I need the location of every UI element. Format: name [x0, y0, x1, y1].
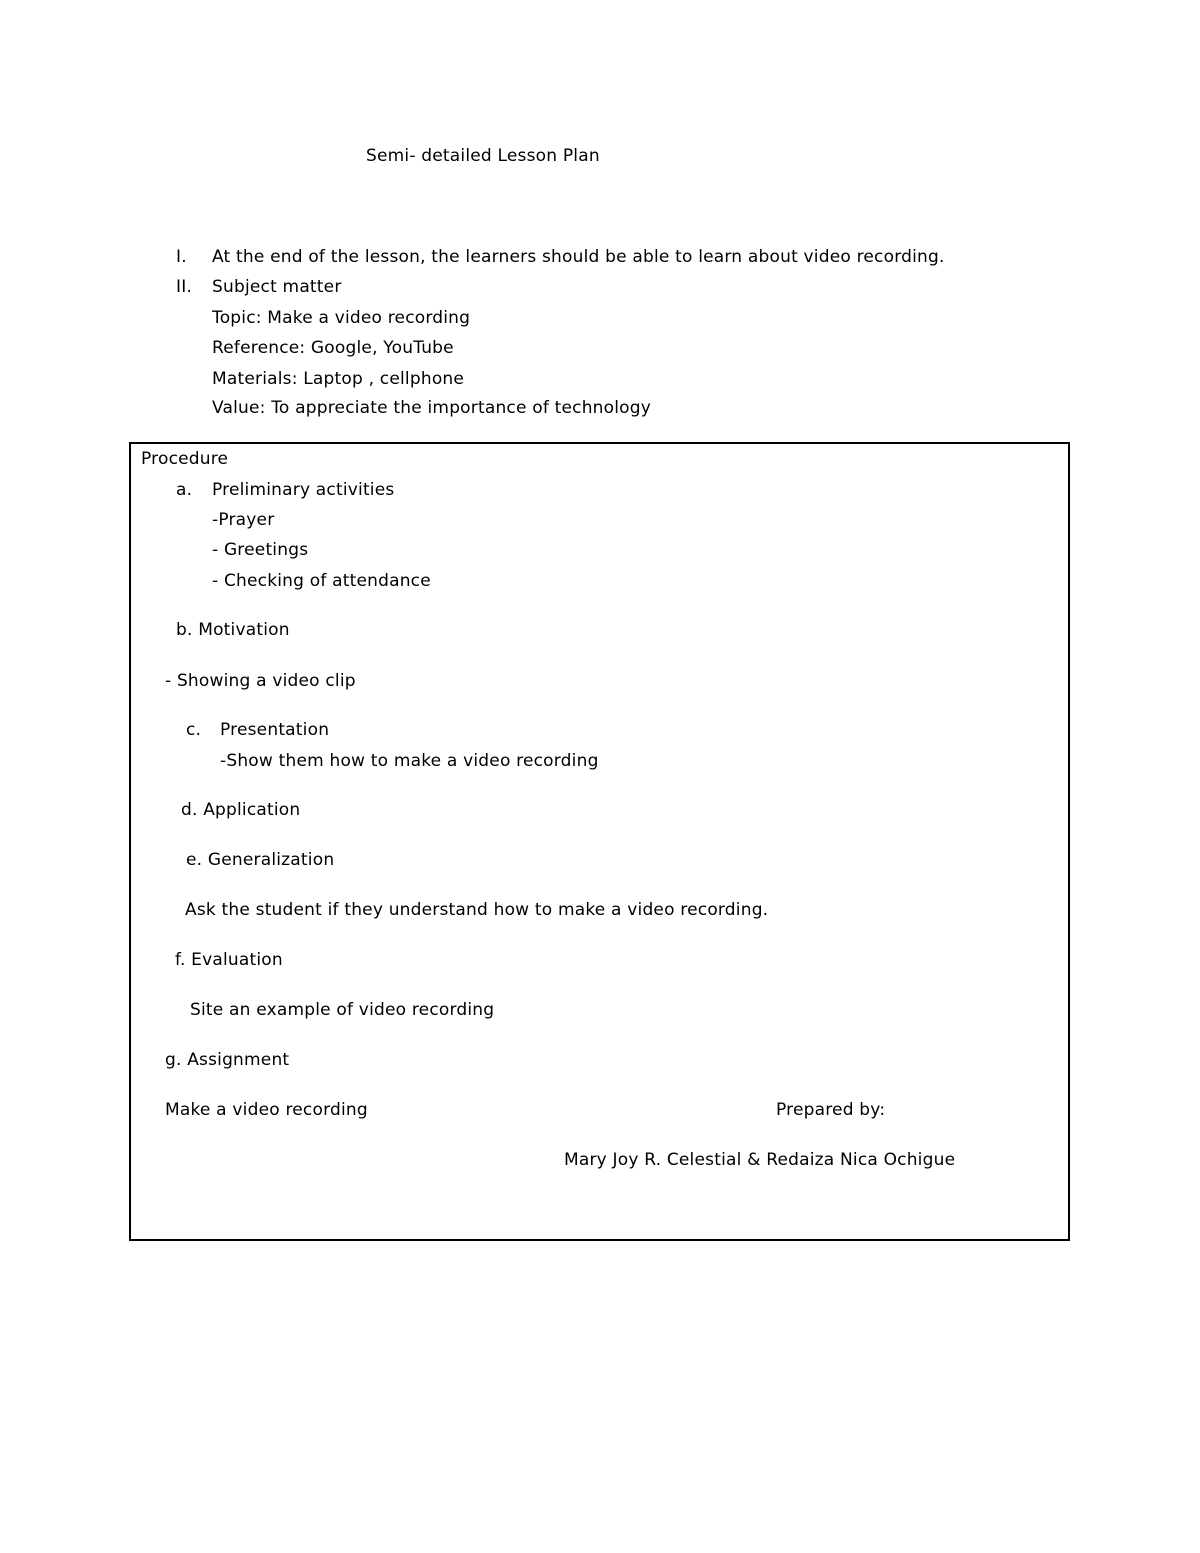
presentation-detail: -Show them how to make a video recording: [220, 751, 599, 771]
preliminary-label: Preliminary activities: [212, 480, 395, 500]
subject-topic: Topic: Make a video recording: [212, 308, 471, 328]
application-label: d. Application: [181, 800, 301, 820]
preliminary-item-prayer: -Prayer: [212, 510, 275, 530]
presentation-letter: c.: [186, 720, 202, 740]
subject-materials: Materials: Laptop , cellphone: [212, 369, 465, 389]
authors: Mary Joy R. Celestial & Redaiza Nica Ochigue: [564, 1150, 956, 1170]
document-title: Semi- detailed Lesson Plan: [366, 146, 600, 166]
presentation-label: Presentation: [220, 720, 330, 740]
motivation-detail: - Showing a video clip: [165, 671, 356, 691]
procedure-heading: Procedure: [141, 449, 229, 469]
subject-matter-heading: Subject matter: [212, 277, 342, 297]
generalization-detail: Ask the student if they understand how to make a video recording.: [185, 900, 769, 920]
motivation-label: b. Motivation: [176, 620, 290, 640]
preliminary-letter: a.: [176, 480, 193, 500]
objectives-text: At the end of the lesson, the learners should be able to learn about video recording.: [212, 247, 945, 267]
subject-matter-numeral: II.: [176, 277, 193, 297]
assignment-detail: Make a video recording: [165, 1100, 368, 1120]
prepared-by-label: Prepared by:: [776, 1100, 886, 1120]
objectives-numeral: I.: [176, 247, 187, 267]
subject-value: Value: To appreciate the importance of technology: [212, 398, 652, 418]
preliminary-item-attendance: - Checking of attendance: [212, 571, 431, 591]
assignment-label: g. Assignment: [165, 1050, 290, 1070]
generalization-label: e. Generalization: [186, 850, 335, 870]
subject-reference: Reference: Google, YouTube: [212, 338, 454, 358]
evaluation-detail: Site an example of video recording: [190, 1000, 495, 1020]
preliminary-item-greetings: - Greetings: [212, 540, 309, 560]
procedure-box: [129, 442, 1070, 1241]
evaluation-label: f. Evaluation: [175, 950, 283, 970]
